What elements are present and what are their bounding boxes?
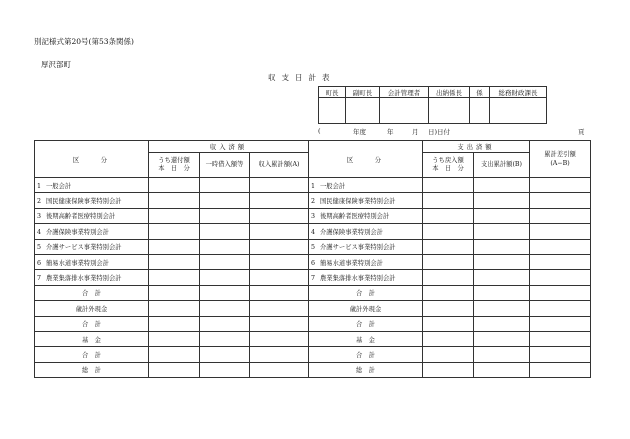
- summary-cell: [423, 285, 474, 300]
- temporary-borrowing-cell: [200, 270, 250, 285]
- temporary-borrowing-cell: [200, 178, 250, 193]
- summary-cell: [250, 331, 309, 346]
- income-refund-cell: [149, 208, 200, 223]
- income-account-label: 5 介護サービス事業特別会計: [35, 239, 149, 254]
- form-reference: 別記様式第20号(第53条関係): [34, 37, 134, 46]
- approval-deputy-mayor: 副町長: [346, 87, 380, 98]
- table-row: [35, 270, 591, 285]
- expense-cumulative-cell: [474, 193, 530, 208]
- income-group-header: 収入済額: [149, 141, 309, 153]
- income-account-label: 2 国民健康保険事業特別会計: [35, 193, 149, 208]
- expense-cumulative-header: 支出累計額(B): [474, 153, 530, 178]
- income-cumulative-cell: [250, 178, 309, 193]
- summary-row: [35, 285, 591, 300]
- summary-cell: [250, 301, 309, 316]
- temporary-borrowing-cell: [200, 193, 250, 208]
- summary-cell: [474, 347, 530, 362]
- summary-cell: [250, 285, 309, 300]
- expense-group-header: 支出済額: [423, 141, 530, 153]
- expense-cumulative-cell: [474, 178, 530, 193]
- summary-row: [35, 331, 591, 346]
- approval-cashier-chief: 出納係長: [429, 87, 470, 98]
- expense-return-cell: [423, 178, 474, 193]
- income-summary-label: 基 金: [35, 331, 149, 346]
- expense-return-cell: [423, 208, 474, 223]
- summary-cell: [474, 362, 530, 377]
- account-rows: [35, 178, 591, 286]
- approval-accounting-manager: 会計管理者: [380, 87, 429, 98]
- income-refund-today-header: うち還付額 本 日 分: [149, 153, 200, 178]
- income-cumulative-cell: [250, 239, 309, 254]
- document-title: 収支日計表: [268, 73, 336, 82]
- stamp-box: [346, 98, 380, 124]
- expense-account-label: 1 一般会計: [309, 178, 423, 193]
- stamp-box: [429, 98, 470, 124]
- expense-cumulative-cell: [474, 270, 530, 285]
- temporary-borrowing-cell: [200, 254, 250, 269]
- summary-cell: [423, 347, 474, 362]
- expense-summary-label: 合 計: [309, 347, 423, 362]
- summary-cell: [474, 301, 530, 316]
- income-cumulative-cell: [250, 208, 309, 223]
- income-cumulative-cell: [250, 224, 309, 239]
- expense-cumulative-cell: [474, 254, 530, 269]
- expense-return-cell: [423, 193, 474, 208]
- summary-cell: [530, 362, 591, 377]
- summary-cell: [423, 301, 474, 316]
- income-refund-cell: [149, 254, 200, 269]
- income-account-label: 6 簡易水道事業特別会計: [35, 254, 149, 269]
- summary-cell: [149, 347, 200, 362]
- income-account-label: 4 介護保険事業特別会計: [35, 224, 149, 239]
- summary-cell: [423, 316, 474, 331]
- summary-cell: [200, 347, 250, 362]
- stamp-box: [490, 98, 547, 124]
- summary-row: [35, 316, 591, 331]
- cumulative-diff-cell: [530, 270, 591, 285]
- stamp-box: [470, 98, 490, 124]
- right-category-header: 区 分: [309, 141, 423, 178]
- income-refund-cell: [149, 239, 200, 254]
- summary-cell: [149, 362, 200, 377]
- summary-cell: [474, 331, 530, 346]
- cumulative-diff-header: 累計差引額 (A−B): [530, 141, 591, 178]
- summary-cell: [149, 285, 200, 300]
- summary-cell: [200, 331, 250, 346]
- expense-account-label: 5 介護サービス事業特別会計: [309, 239, 423, 254]
- expense-cumulative-cell: [474, 224, 530, 239]
- summary-cell: [200, 316, 250, 331]
- date-fiscal-year-label: 年度: [353, 128, 366, 136]
- table-row: [35, 178, 591, 193]
- table-row: [35, 208, 591, 223]
- table-row: [35, 239, 591, 254]
- income-refund-cell: [149, 178, 200, 193]
- income-summary-label: 合 計: [35, 285, 149, 300]
- expense-account-label: 7 農業集落排水事業特別会計: [309, 270, 423, 285]
- page-label: 頁: [578, 128, 585, 136]
- summary-cell: [423, 331, 474, 346]
- summary-rows: [35, 285, 591, 377]
- cumulative-diff-cell: [530, 239, 591, 254]
- expense-return-today-header: うち戻入額 本 日 分: [423, 153, 474, 178]
- income-summary-label: 合 計: [35, 316, 149, 331]
- summary-cell: [200, 362, 250, 377]
- income-refund-cell: [149, 224, 200, 239]
- income-summary-label: 歳計外現金: [35, 301, 149, 316]
- temporary-borrowing-cell: [200, 239, 250, 254]
- approval-staff: 係: [470, 87, 490, 98]
- summary-cell: [149, 331, 200, 346]
- summary-cell: [530, 331, 591, 346]
- summary-cell: [530, 316, 591, 331]
- summary-cell: [200, 301, 250, 316]
- summary-cell: [474, 285, 530, 300]
- income-account-label: 1 一般会計: [35, 178, 149, 193]
- expense-summary-label: 合 計: [309, 316, 423, 331]
- summary-cell: [530, 301, 591, 316]
- income-summary-label: 総 計: [35, 362, 149, 377]
- summary-row: [35, 301, 591, 316]
- table-row: [35, 193, 591, 208]
- expense-cumulative-cell: [474, 239, 530, 254]
- date-month-label: 月: [412, 128, 419, 136]
- expense-summary-label: 歳計外現金: [309, 301, 423, 316]
- income-cumulative-header: 収入累計額(A): [250, 153, 309, 178]
- table-row: [35, 254, 591, 269]
- summary-cell: [149, 301, 200, 316]
- cumulative-diff-cell: [530, 224, 591, 239]
- expense-summary-label: 総 計: [309, 362, 423, 377]
- date-open-paren: (: [318, 127, 321, 135]
- temporary-borrowing-header: 一時借入額等: [200, 153, 250, 178]
- expense-cumulative-cell: [474, 208, 530, 223]
- summary-cell: [250, 362, 309, 377]
- cumulative-diff-cell: [530, 193, 591, 208]
- income-cumulative-cell: [250, 193, 309, 208]
- summary-cell: [200, 285, 250, 300]
- expense-return-cell: [423, 270, 474, 285]
- table-row: [35, 224, 591, 239]
- income-summary-label: 合 計: [35, 347, 149, 362]
- income-refund-cell: [149, 193, 200, 208]
- summary-cell: [474, 316, 530, 331]
- expense-account-label: 6 簡易水道事業特別会計: [309, 254, 423, 269]
- income-cumulative-cell: [250, 254, 309, 269]
- date-day-label: 日)日付: [428, 128, 451, 136]
- approval-stamp-table: [318, 86, 547, 124]
- summary-row: [35, 347, 591, 362]
- temporary-borrowing-cell: [200, 208, 250, 223]
- summary-row: [35, 362, 591, 377]
- income-refund-cell: [149, 270, 200, 285]
- daily-ledger-table: [34, 140, 591, 378]
- expense-return-cell: [423, 224, 474, 239]
- income-account-label: 7 農業集落排水事業特別会計: [35, 270, 149, 285]
- income-cumulative-cell: [250, 270, 309, 285]
- summary-cell: [530, 347, 591, 362]
- left-category-header: 区 分: [35, 141, 149, 178]
- expense-account-label: 2 国民健康保険事業特別会計: [309, 193, 423, 208]
- cumulative-diff-cell: [530, 208, 591, 223]
- cumulative-diff-cell: [530, 254, 591, 269]
- approval-finance-director: 総務財政課長: [490, 87, 547, 98]
- expense-return-cell: [423, 239, 474, 254]
- expense-account-label: 3 後期高齢者医療特別会計: [309, 208, 423, 223]
- income-account-label: 3 後期高齢者医療特別会計: [35, 208, 149, 223]
- summary-cell: [149, 316, 200, 331]
- summary-cell: [250, 347, 309, 362]
- date-year-label: 年: [387, 128, 394, 136]
- stamp-box: [380, 98, 429, 124]
- approval-mayor: 町長: [319, 87, 346, 98]
- summary-cell: [530, 285, 591, 300]
- expense-summary-label: 基 金: [309, 331, 423, 346]
- summary-cell: [250, 316, 309, 331]
- stamp-box: [319, 98, 346, 124]
- temporary-borrowing-cell: [200, 224, 250, 239]
- expense-account-label: 4 介護保険事業特別会計: [309, 224, 423, 239]
- cumulative-diff-cell: [530, 178, 591, 193]
- expense-return-cell: [423, 254, 474, 269]
- expense-summary-label: 合 計: [309, 285, 423, 300]
- town-name: 厚沢部町: [41, 60, 71, 69]
- summary-cell: [423, 362, 474, 377]
